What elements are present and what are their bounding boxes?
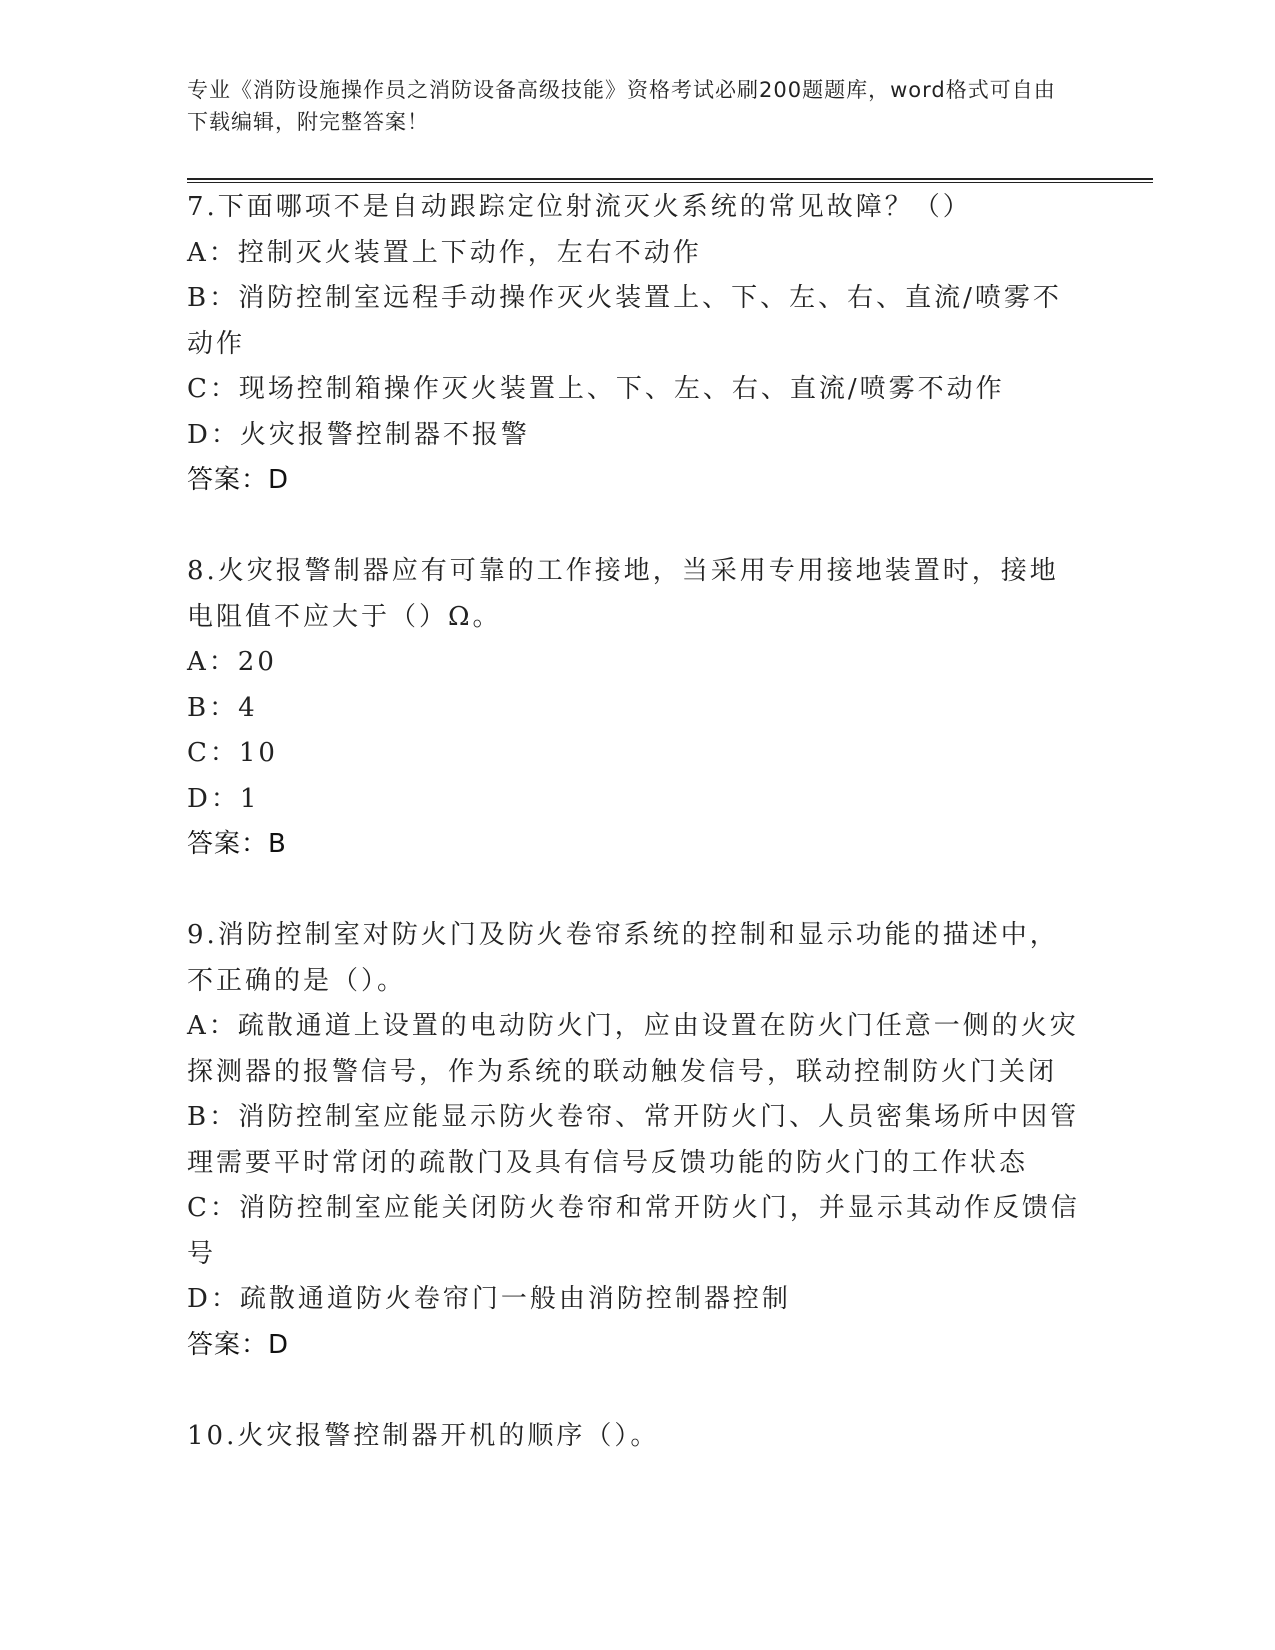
option-c-continued: 号: [187, 1238, 217, 1269]
question-9: [187, 913, 1087, 1368]
option-c: C：10: [187, 738, 278, 768]
header-divider-thin: [187, 182, 1153, 183]
answer-label: 答案：D: [187, 465, 290, 495]
document-header-intro: 专业《消防设施操作员之消防设备高级技能》资格考试必刷200题题库，word格式可自由下载编辑，附完整答案！: [187, 78, 1056, 134]
option-c: C：现场控制箱操作灭火装置上、下、左、右、直流/喷雾不动作: [187, 374, 1005, 404]
option-b-continued: 动作: [187, 328, 246, 359]
answer-label: 答案：D: [187, 1329, 290, 1360]
question-text-continued: 电阻值不应大于（）Ω。: [187, 601, 502, 632]
option-b: B：4: [187, 692, 258, 723]
option-a: A：20: [187, 647, 277, 677]
option-a: A：控制灭火装置上下动作，左右不动作: [187, 237, 702, 268]
option-b: B：消防控制室应能显示防火卷帘、常开防火门、人员密集场所中因管: [187, 1102, 1080, 1132]
question-10: [187, 1414, 1087, 1460]
option-d: D：疏散通道防火卷帘门一般由消防控制器控制: [187, 1284, 791, 1314]
question-text-continued: 不正确的是（）。: [187, 965, 407, 996]
option-d: D：火灾报警控制器不报警: [187, 419, 530, 450]
question-list: [187, 185, 1087, 1459]
question-gap: [187, 504, 1087, 550]
option-b-continued: 理需要平时常闭的疏散门及具有信号反馈功能的防火门的工作状态: [187, 1147, 1029, 1178]
option-d: D：1: [187, 783, 260, 814]
question-gap: [187, 1368, 1087, 1414]
option-a: A：疏散通道上设置的电动防火门，应由设置在防火门任意一侧的火灾: [187, 1011, 1079, 1041]
question-text: 7.下面哪项不是自动跟踪定位射流灭火系统的常见故障？（）: [187, 192, 972, 222]
answer-label: 答案：B: [187, 829, 287, 859]
header-divider-thick: [187, 178, 1153, 180]
question-text: 8.火灾报警制器应有可靠的工作接地，当采用专用接地装置时，接地: [187, 556, 1059, 586]
question-text: 10.火灾报警控制器开机的顺序（）。: [187, 1420, 660, 1451]
question-8: [187, 549, 1087, 868]
option-b: B：消防控制室远程手动操作灭火装置上、下、左、右、直流/喷雾不: [187, 283, 1062, 313]
question-7: [187, 185, 1087, 504]
option-a-continued: 探测器的报警信号，作为系统的联动触发信号，联动控制防火门关闭: [187, 1056, 1058, 1087]
question-text: 9.消防控制室对防火门及防火卷帘系统的控制和显示功能的描述中，: [187, 920, 1059, 950]
question-gap: [187, 868, 1087, 914]
option-c: C：消防控制室应能关闭防火卷帘和常开防火门，并显示其动作反馈信: [187, 1193, 1080, 1223]
